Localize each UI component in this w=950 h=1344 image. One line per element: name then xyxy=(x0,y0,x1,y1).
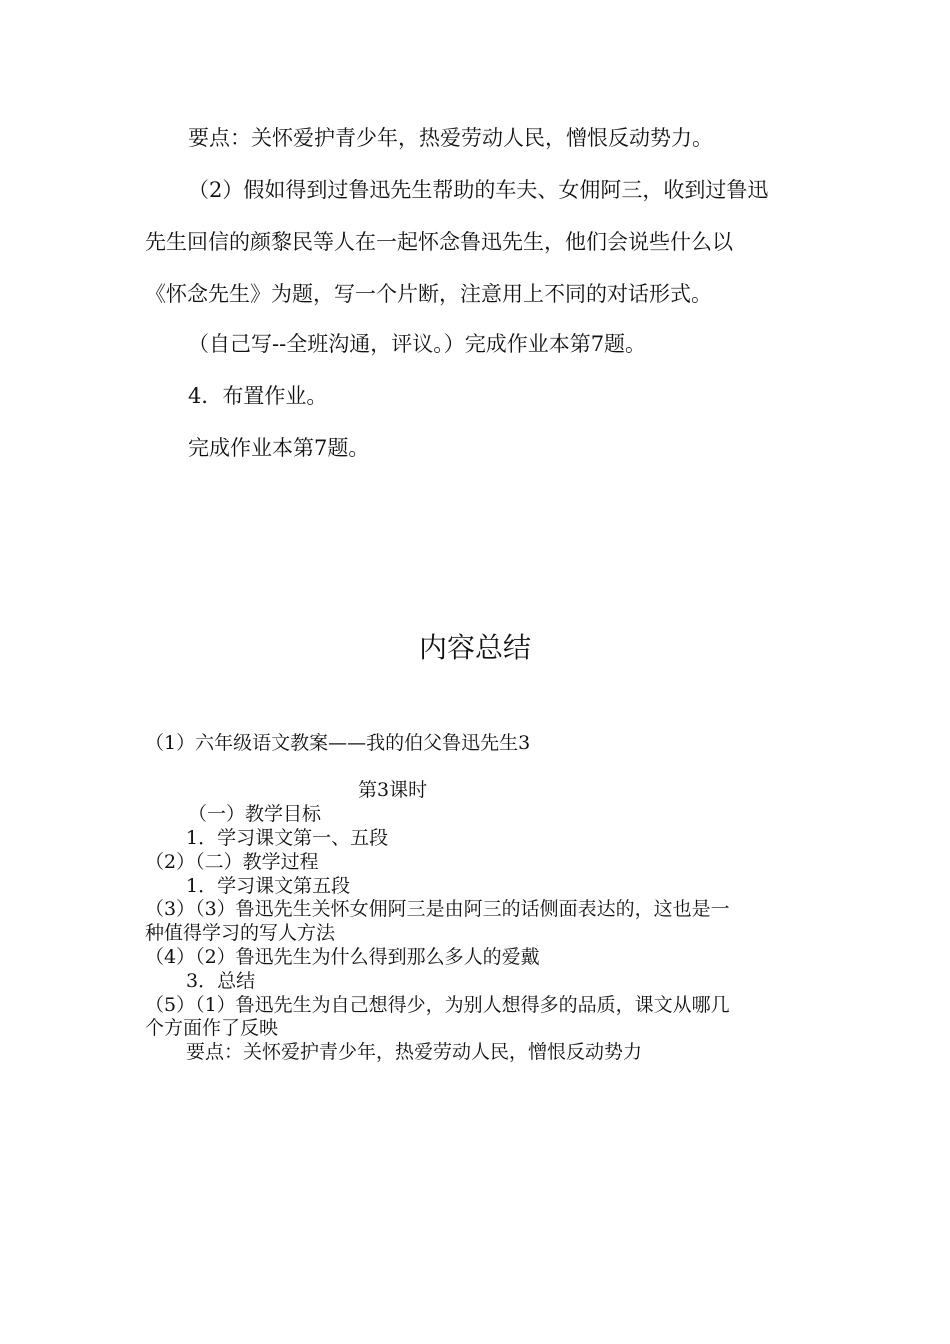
summary-line: （2）（二）教学过程 xyxy=(145,851,319,873)
summary-line: 种值得学习的写人方法 xyxy=(145,922,336,944)
summary-line: （5）（1）鲁迅先生为自己想得少，为别人想得多的品质，课文从哪几 xyxy=(145,994,730,1016)
summary-line: 1．学习课文第五段 xyxy=(186,875,351,897)
summary-line: （一）教学目标 xyxy=(188,803,322,825)
summary-line: （3）（3）鲁迅先生关怀女佣阿三是由阿三的话侧面表达的，这也是一 xyxy=(145,898,730,920)
body-paragraph: 完成作业本第7题。 xyxy=(188,436,370,460)
summary-line: （1）六年级语文教案——我的伯父鲁迅先生3 xyxy=(145,732,531,754)
body-paragraph: （自己写--全班沟通，评议。）完成作业本第7题。 xyxy=(188,332,647,356)
body-paragraph: 4．布置作业。 xyxy=(188,384,328,408)
body-paragraph: 先生回信的颜黎民等人在一起怀念鲁迅先生，他们会说些什么以 xyxy=(145,230,733,254)
summary-line: 1．学习课文第一、五段 xyxy=(186,827,389,849)
body-paragraph: 要点：关怀爱护青少年，热爱劳动人民，憎恨反动势力。 xyxy=(188,126,713,150)
body-paragraph: （2）假如得到过鲁迅先生帮助的车夫、女佣阿三，收到过鲁迅 xyxy=(188,178,769,202)
summary-line: 第3课时 xyxy=(358,779,428,801)
summary-title: 内容总结 xyxy=(418,631,531,664)
summary-line: 3．总结 xyxy=(186,970,256,992)
summary-line: （4）（2）鲁迅先生为什么得到那么多人的爱戴 xyxy=(145,946,540,968)
summary-line: 要点：关怀爱护青少年，热爱劳动人民，憎恨反动势力 xyxy=(186,1041,643,1063)
summary-line: 个方面作了反映 xyxy=(145,1017,279,1039)
body-paragraph: 《怀念先生》为题，写一个片断，注意用上不同的对话形式。 xyxy=(145,282,712,306)
